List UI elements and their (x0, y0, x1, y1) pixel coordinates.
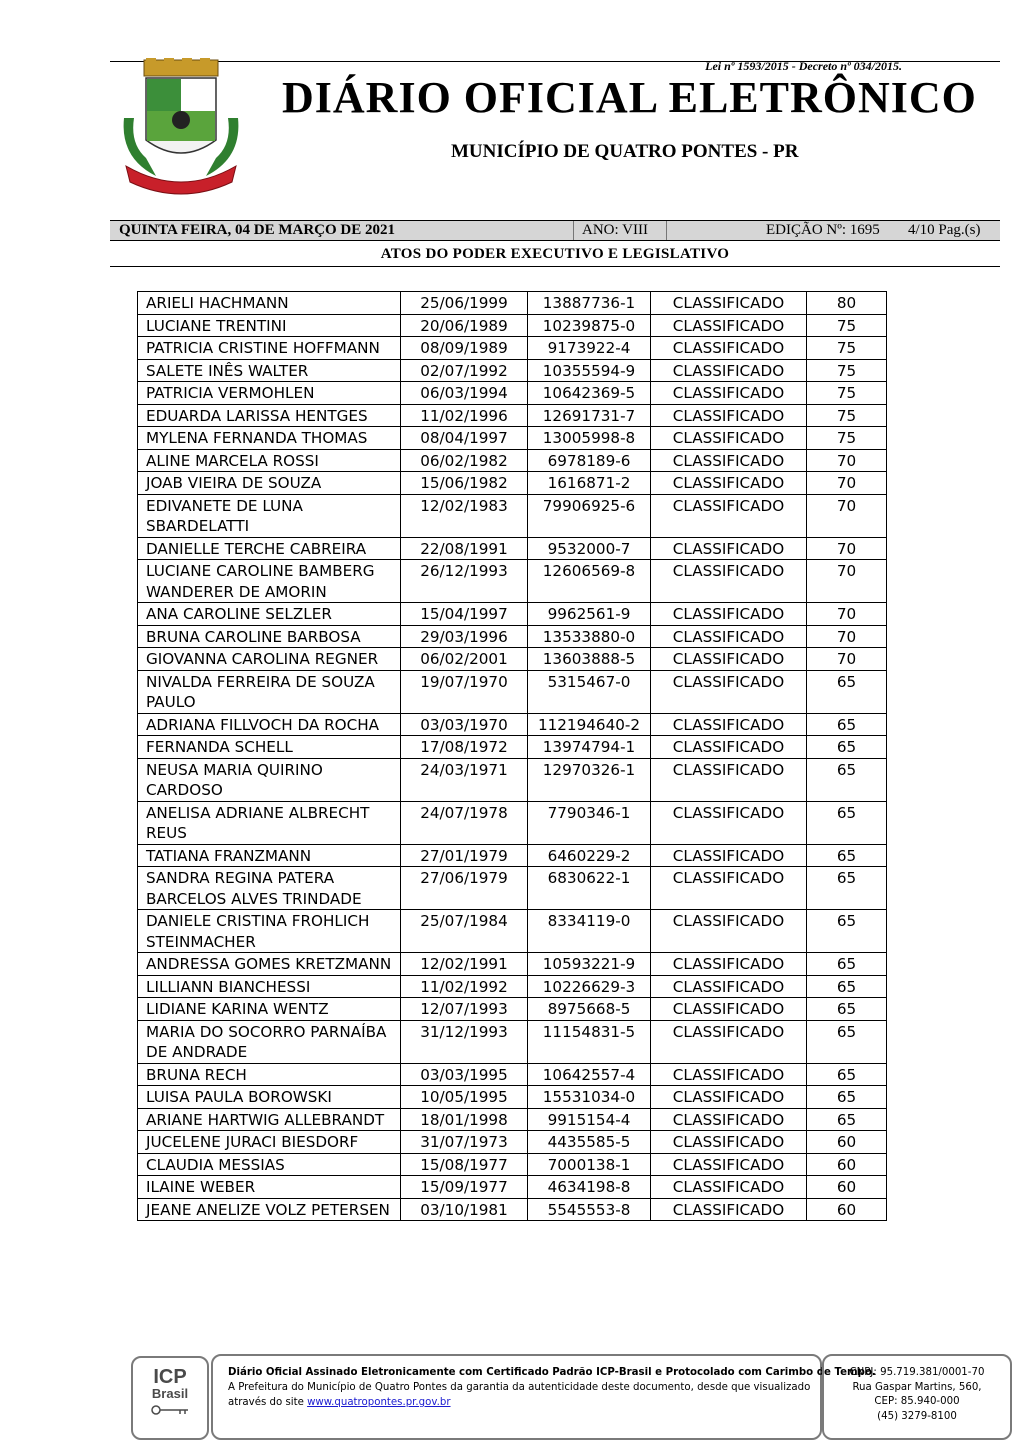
table-row (138, 1020, 887, 1063)
table-row (138, 1131, 887, 1154)
candidate-name-cell: PATRICIA VERMOHLEN (138, 382, 401, 405)
document-number-cell: 4634198-8 (528, 1176, 651, 1199)
birth-date-cell: 03/03/1995 (401, 1063, 528, 1086)
candidate-name-cell: ALINE MARCELA ROSSI (138, 449, 401, 472)
icp-brasil-logo (147, 1368, 193, 1415)
notice-line-3 (228, 1396, 451, 1410)
section-rule (110, 266, 1000, 267)
candidate-name-cell: ANA CAROLINE SELZLER (138, 603, 401, 626)
status-cell: CLASSIFICADO (651, 427, 807, 450)
postal-code: CEP: 85.940-000 (874, 1396, 960, 1407)
candidate-name-cell: ARIANE HARTWIG ALLEBRANDT (138, 1108, 401, 1131)
score-cell: 75 (807, 382, 887, 405)
document-number-cell: 8975668-5 (528, 998, 651, 1021)
status-cell: CLASSIFICADO (651, 494, 807, 537)
candidate-name-cell: LUISA PAULA BOROWSKI (138, 1086, 401, 1109)
candidate-name-cell: ILAINE WEBER (138, 1176, 401, 1199)
candidate-name-cell: LIDIANE KARINA WENTZ (138, 998, 401, 1021)
status-cell: CLASSIFICADO (651, 359, 807, 382)
birth-date-cell: 12/07/1993 (401, 998, 528, 1021)
section-title: ATOS DO PODER EXECUTIVO E LEGISLATIVO (380, 246, 730, 262)
candidate-name-cell: DANIELE CRISTINA FROHLICH STEINMACHER (138, 910, 401, 953)
status-cell: CLASSIFICADO (651, 472, 807, 495)
birth-date-cell: 27/01/1979 (401, 844, 528, 867)
candidate-name-cell: LUCIANE CAROLINE BAMBERG WANDERER DE AMORIN (138, 560, 401, 603)
table-row (138, 1198, 887, 1221)
document-number-cell: 9173922-4 (528, 337, 651, 360)
birth-date-cell: 15/09/1977 (401, 1176, 528, 1199)
status-cell: CLASSIFICADO (651, 801, 807, 844)
table-row (138, 910, 887, 953)
page-title: DIÁRIO OFICIAL ELETRÔNICO (282, 73, 977, 122)
document-number-cell: 112194640-2 (528, 713, 651, 736)
document-number-cell: 7790346-1 (528, 801, 651, 844)
table-row (138, 975, 887, 998)
table-row (138, 844, 887, 867)
birth-date-cell: 08/09/1989 (401, 337, 528, 360)
candidate-name-cell: NIVALDA FERREIRA DE SOUZA PAULO (138, 670, 401, 713)
candidate-name-cell: ARIELI HACHMANN (138, 292, 401, 315)
birth-date-cell: 27/06/1979 (401, 867, 528, 910)
score-cell: 65 (807, 713, 887, 736)
table-row (138, 292, 887, 315)
status-cell: CLASSIFICADO (651, 537, 807, 560)
status-cell: CLASSIFICADO (651, 1153, 807, 1176)
score-cell: 60 (807, 1153, 887, 1176)
candidate-name-cell: LUCIANE TRENTINI (138, 314, 401, 337)
score-cell: 70 (807, 625, 887, 648)
candidate-name-cell: LILLIANN BIANCHESSI (138, 975, 401, 998)
phone-number: (45) 3279-8100 (877, 1410, 957, 1422)
icp-brasil-seal (131, 1356, 209, 1440)
status-cell: CLASSIFICADO (651, 670, 807, 713)
status-cell: CLASSIFICADO (651, 337, 807, 360)
status-cell: CLASSIFICADO (651, 910, 807, 953)
document-number-cell: 79906925-6 (528, 494, 651, 537)
score-cell: 70 (807, 472, 887, 495)
document-number-cell: 1616871-2 (528, 472, 651, 495)
page-subtitle: MUNICÍPIO DE QUATRO PONTES - PR (451, 141, 799, 162)
table-row (138, 1063, 887, 1086)
candidate-name-cell: EDUARDA LARISSA HENTGES (138, 404, 401, 427)
document-number-cell: 10642557-4 (528, 1063, 651, 1086)
score-cell: 65 (807, 910, 887, 953)
status-cell: CLASSIFICADO (651, 1020, 807, 1063)
table-row (138, 713, 887, 736)
candidate-name-cell: PATRICIA CRISTINE HOFFMANN (138, 337, 401, 360)
birth-date-cell: 31/12/1993 (401, 1020, 528, 1063)
document-number-cell: 11154831-5 (528, 1020, 651, 1063)
table-row (138, 560, 887, 603)
status-cell: CLASSIFICADO (651, 1108, 807, 1131)
table-row (138, 867, 887, 910)
document-number-cell: 12606569-8 (528, 560, 651, 603)
municipal-coat-of-arms (116, 58, 246, 196)
document-number-cell: 6460229-2 (528, 844, 651, 867)
table-row (138, 404, 887, 427)
candidates-table (137, 291, 887, 1221)
document-number-cell: 8334119-0 (528, 910, 651, 953)
candidate-name-cell: ADRIANA FILLVOCH DA ROCHA (138, 713, 401, 736)
birth-date-cell: 24/07/1978 (401, 801, 528, 844)
candidate-name-cell: TATIANA FRANZMANN (138, 844, 401, 867)
score-cell: 65 (807, 998, 887, 1021)
document-number-cell: 7000138-1 (528, 1153, 651, 1176)
birth-date-cell: 08/04/1997 (401, 427, 528, 450)
candidates-table-body (138, 292, 887, 1221)
document-number-cell: 10593221-9 (528, 953, 651, 976)
candidate-name-cell: CLAUDIA MESSIAS (138, 1153, 401, 1176)
score-cell: 65 (807, 844, 887, 867)
document-number-cell: 13603888-5 (528, 648, 651, 671)
score-cell: 80 (807, 292, 887, 315)
status-cell: CLASSIFICADO (651, 625, 807, 648)
score-cell: 65 (807, 758, 887, 801)
table-row (138, 1086, 887, 1109)
document-number-cell: 9915154-4 (528, 1108, 651, 1131)
score-cell: 75 (807, 337, 887, 360)
table-row (138, 625, 887, 648)
page-count: 4/10 Pag.(s) (908, 222, 981, 238)
document-number-cell: 5315467-0 (528, 670, 651, 713)
birth-date-cell: 12/02/1991 (401, 953, 528, 976)
score-cell: 60 (807, 1198, 887, 1221)
score-cell: 75 (807, 427, 887, 450)
table-row (138, 494, 887, 537)
separator (666, 221, 667, 240)
birth-date-cell: 31/07/1973 (401, 1131, 528, 1154)
document-number-cell: 10239875-0 (528, 314, 651, 337)
table-row (138, 1153, 887, 1176)
birth-date-cell: 18/01/1998 (401, 1108, 528, 1131)
score-cell: 75 (807, 404, 887, 427)
table-row (138, 359, 887, 382)
candidate-name-cell: BRUNA RECH (138, 1063, 401, 1086)
table-row (138, 472, 887, 495)
score-cell: 65 (807, 867, 887, 910)
table-row (138, 648, 887, 671)
candidate-name-cell: SANDRA REGINA PATERA BARCELOS ALVES TRINDADE (138, 867, 401, 910)
score-cell: 65 (807, 1020, 887, 1063)
birth-date-cell: 20/06/1989 (401, 314, 528, 337)
candidate-name-cell: MYLENA FERNANDA THOMAS (138, 427, 401, 450)
status-cell: CLASSIFICADO (651, 382, 807, 405)
table-row (138, 1108, 887, 1131)
birth-date-cell: 19/07/1970 (401, 670, 528, 713)
birth-date-cell: 29/03/1996 (401, 625, 528, 648)
document-number-cell: 13533880-0 (528, 625, 651, 648)
candidate-name-cell: DANIELLE TERCHE CABREIRA (138, 537, 401, 560)
candidate-name-cell: FERNANDA SCHELL (138, 736, 401, 759)
candidate-name-cell: EDIVANETE DE LUNA SBARDELATTI (138, 494, 401, 537)
document-number-cell: 10226629-3 (528, 975, 651, 998)
score-cell: 60 (807, 1131, 887, 1154)
table-row (138, 736, 887, 759)
table-row (138, 314, 887, 337)
candidate-name-cell: MARIA DO SOCORRO PARNAÍBA DE ANDRADE (138, 1020, 401, 1063)
candidate-name-cell: ANDRESSA GOMES KRETZMANN (138, 953, 401, 976)
candidate-name-cell: BRUNA CAROLINE BARBOSA (138, 625, 401, 648)
score-cell: 65 (807, 953, 887, 976)
birth-date-cell: 06/03/1994 (401, 382, 528, 405)
publication-year: ANO: VIII (582, 222, 648, 238)
table-row (138, 449, 887, 472)
notice-line-1: Diário Oficial Assinado Eletronicamente com Certificado Padrão ICP-Brasil e Protocolado com Carimbo de Tempo. (228, 1367, 876, 1378)
table-row (138, 603, 887, 626)
table-row (138, 801, 887, 844)
table-row (138, 758, 887, 801)
candidate-name-cell: GIOVANNA CAROLINA REGNER (138, 648, 401, 671)
birth-date-cell: 10/05/1995 (401, 1086, 528, 1109)
status-cell: CLASSIFICADO (651, 1063, 807, 1086)
document-number-cell: 12970326-1 (528, 758, 651, 801)
candidate-name-cell: ANELISA ADRIANE ALBRECHT REUS (138, 801, 401, 844)
birth-date-cell: 25/07/1984 (401, 910, 528, 953)
candidate-name-cell: JUCELENE JURACI BIESDORF (138, 1131, 401, 1154)
status-cell: CLASSIFICADO (651, 998, 807, 1021)
birth-date-cell: 11/02/1992 (401, 975, 528, 998)
document-number-cell: 5545553-8 (528, 1198, 651, 1221)
law-reference: Lei nº 1593/2015 - Decreto nº 034/2015. (705, 59, 902, 73)
birth-date-cell: 02/07/1992 (401, 359, 528, 382)
status-cell: CLASSIFICADO (651, 1198, 807, 1221)
score-cell: 65 (807, 975, 887, 998)
notice-line-3-prefix: através do site (228, 1397, 308, 1408)
status-cell: CLASSIFICADO (651, 603, 807, 626)
score-cell: 70 (807, 494, 887, 537)
birth-date-cell: 06/02/1982 (401, 449, 528, 472)
birth-date-cell: 24/03/1971 (401, 758, 528, 801)
candidate-name-cell: JOAB VIEIRA DE SOUZA (138, 472, 401, 495)
separator (573, 221, 574, 240)
street-address: Rua Gaspar Martins, 560, (852, 1381, 982, 1393)
score-cell: 70 (807, 537, 887, 560)
birth-date-cell: 06/02/2001 (401, 648, 528, 671)
status-cell: CLASSIFICADO (651, 758, 807, 801)
document-number-cell: 13887736-1 (528, 292, 651, 315)
score-cell: 65 (807, 1063, 887, 1086)
status-cell: CLASSIFICADO (651, 953, 807, 976)
score-cell: 65 (807, 736, 887, 759)
score-cell: 70 (807, 603, 887, 626)
document-number-cell: 10355594-9 (528, 359, 651, 382)
score-cell: 70 (807, 648, 887, 671)
document-number-cell: 15531034-0 (528, 1086, 651, 1109)
table-row (138, 670, 887, 713)
birth-date-cell: 11/02/1996 (401, 404, 528, 427)
cnpj: CNPJ: 95.719.381/0001-70 (849, 1367, 985, 1378)
document-number-cell: 6978189-6 (528, 449, 651, 472)
table-row (138, 337, 887, 360)
birth-date-cell: 03/03/1970 (401, 713, 528, 736)
score-cell: 75 (807, 359, 887, 382)
document-number-cell: 9962561-9 (528, 603, 651, 626)
status-cell: CLASSIFICADO (651, 314, 807, 337)
candidate-name-cell: SALETE INÊS WALTER (138, 359, 401, 382)
score-cell: 70 (807, 560, 887, 603)
key-icon (150, 1405, 190, 1415)
document-number-cell: 9532000-7 (528, 537, 651, 560)
status-cell: CLASSIFICADO (651, 648, 807, 671)
birth-date-cell: 15/06/1982 (401, 472, 528, 495)
status-cell: CLASSIFICADO (651, 975, 807, 998)
publication-date: QUINTA FEIRA, 04 DE MARÇO DE 2021 (119, 222, 395, 238)
birth-date-cell: 25/06/1999 (401, 292, 528, 315)
score-cell: 60 (807, 1176, 887, 1199)
status-cell: CLASSIFICADO (651, 404, 807, 427)
document-number-cell: 13974794-1 (528, 736, 651, 759)
birth-date-cell: 22/08/1991 (401, 537, 528, 560)
status-cell: CLASSIFICADO (651, 560, 807, 603)
website-link[interactable]: www.quatropontes.pr.gov.br (307, 1397, 451, 1408)
score-cell: 70 (807, 449, 887, 472)
status-cell: CLASSIFICADO (651, 292, 807, 315)
status-cell: CLASSIFICADO (651, 1176, 807, 1199)
score-cell: 65 (807, 1086, 887, 1109)
address-box (822, 1354, 1012, 1440)
birth-date-cell: 15/08/1977 (401, 1153, 528, 1176)
icp-logo-bottom: Brasil (151, 1386, 189, 1401)
table-row (138, 998, 887, 1021)
score-cell: 65 (807, 801, 887, 844)
edition-info-bar (110, 220, 1000, 241)
status-cell: CLASSIFICADO (651, 736, 807, 759)
notice-line-2: A Prefeitura do Município de Quatro Pontes da garantia da autenticidade deste documento, desde que visualizado (228, 1382, 811, 1393)
status-cell: CLASSIFICADO (651, 1086, 807, 1109)
document-number-cell: 6830622-1 (528, 867, 651, 910)
candidate-name-cell: JEANE ANELIZE VOLZ PETERSEN (138, 1198, 401, 1221)
authenticity-notice (211, 1354, 876, 1440)
score-cell: 65 (807, 1108, 887, 1131)
birth-date-cell: 15/04/1997 (401, 603, 528, 626)
table-row (138, 537, 887, 560)
document-number-cell: 12691731-7 (528, 404, 651, 427)
score-cell: 65 (807, 670, 887, 713)
birth-date-cell: 12/02/1983 (401, 494, 528, 537)
birth-date-cell: 17/08/1972 (401, 736, 528, 759)
status-cell: CLASSIFICADO (651, 844, 807, 867)
status-cell: CLASSIFICADO (651, 1131, 807, 1154)
status-cell: CLASSIFICADO (651, 867, 807, 910)
document-number-cell: 10642369-5 (528, 382, 651, 405)
candidate-name-cell: NEUSA MARIA QUIRINO CARDOSO (138, 758, 401, 801)
document-number-cell: 4435585-5 (528, 1131, 651, 1154)
birth-date-cell: 03/10/1981 (401, 1198, 528, 1221)
status-cell: CLASSIFICADO (651, 713, 807, 736)
table-row (138, 953, 887, 976)
score-cell: 75 (807, 314, 887, 337)
status-cell: CLASSIFICADO (651, 449, 807, 472)
document-number-cell: 13005998-8 (528, 427, 651, 450)
table-row (138, 382, 887, 405)
edition-number: EDIÇÃO Nº: 1695 (766, 222, 880, 238)
table-row (138, 1176, 887, 1199)
table-row (138, 427, 887, 450)
birth-date-cell: 26/12/1993 (401, 560, 528, 603)
icp-logo-top: ICP (153, 1366, 187, 1388)
